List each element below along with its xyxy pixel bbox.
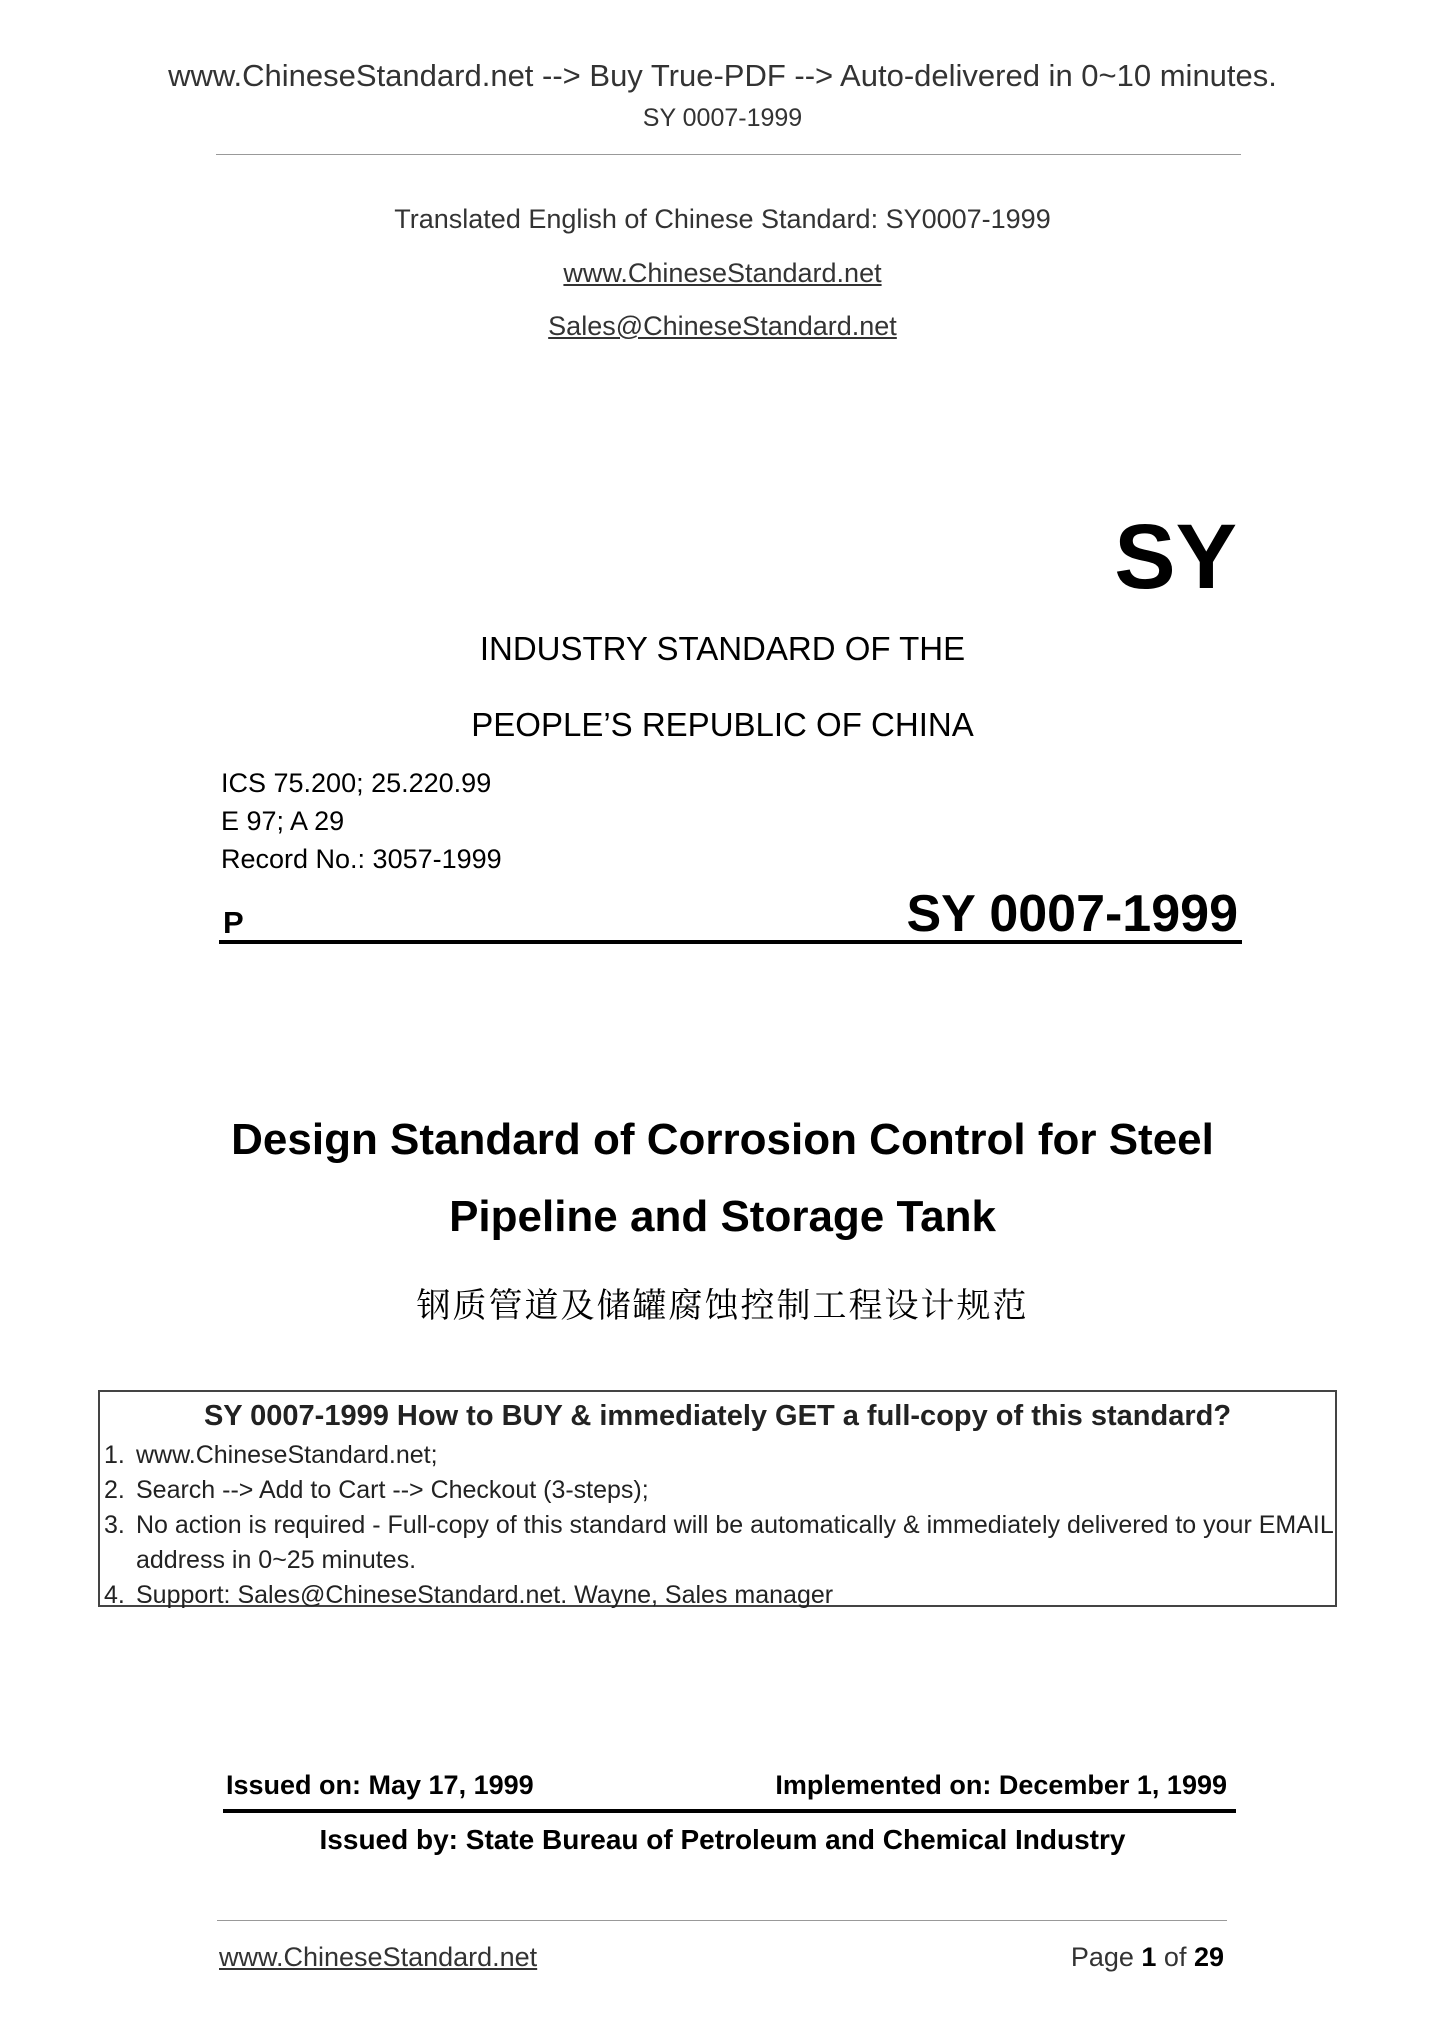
sales-email-link[interactable]: Sales@ChineseStandard.net	[548, 311, 897, 341]
p-letter: P	[223, 905, 244, 940]
sales-link-row	[0, 311, 1445, 342]
page-prefix: Page	[1070, 1942, 1142, 1972]
page-mid: of	[1156, 1942, 1194, 1972]
list-item	[100, 1578, 1335, 1613]
page-total: 29	[1193, 1942, 1224, 1972]
list-item-number: 2.	[104, 1476, 125, 1504]
record-number: Record No.: 3057-1999	[221, 844, 502, 874]
footer-divider	[217, 1920, 1227, 1921]
buy-box-title: SY 0007-1999 How to BUY & immediately GET a full-copy of this standard?	[203, 1400, 1232, 1432]
list-item-number: 1.	[104, 1441, 125, 1469]
industry-line-2: PEOPLE’S REPUBLIC OF CHINA	[471, 706, 974, 743]
standard-number: SY 0007-1999	[906, 885, 1238, 943]
issue-divider	[223, 1809, 1236, 1813]
document-title-line-1: Design Standard of Corrosion Control for Steel	[231, 1115, 1214, 1164]
standard-code-large: SY	[1114, 506, 1237, 608]
list-item-text: Support: Sales@ChineseStandard.net. Wayne, Sales manager	[136, 1581, 834, 1609]
header-tagline: www.ChineseStandard.net --> Buy True-PDF --> Auto-delivered in 0~10 minutes.	[168, 58, 1277, 93]
issued-on-date: Issued on: May 17, 1999	[226, 1770, 534, 1800]
buy-steps-list	[100, 1438, 1335, 1613]
list-item	[100, 1438, 1335, 1473]
document-title-chinese: 钢质管道及储罐腐蚀控制工程设计规范	[416, 1286, 1029, 1326]
page-current: 1	[1141, 1942, 1157, 1972]
implemented-on-date: Implemented on: December 1, 1999	[775, 1770, 1227, 1800]
list-item-number: 3.	[104, 1511, 125, 1539]
list-item-number: 4.	[104, 1581, 125, 1609]
list-item-text: www.ChineseStandard.net;	[136, 1441, 438, 1469]
buy-instructions-box	[98, 1390, 1337, 1607]
list-item-text: No action is required - Full-copy of this standard will be automatically & immediately delivered to your EMAIL address in 0~25 minutes.	[136, 1511, 1333, 1574]
page-number	[1071, 1942, 1224, 1973]
footer-link-row	[219, 1942, 537, 1973]
issued-by: Issued by: State Bureau of Petroleum and Chemical Industry	[319, 1824, 1126, 1855]
header-standard-number: SY 0007-1999	[642, 104, 803, 132]
industry-line-1: INDUSTRY STANDARD OF THE	[479, 630, 966, 667]
site-link[interactable]: www.ChineseStandard.net	[563, 258, 882, 288]
standard-number-divider	[219, 940, 1242, 944]
footer-site-link[interactable]: www.ChineseStandard.net	[219, 1942, 538, 1972]
classification-codes: E 97; A 29	[221, 806, 345, 836]
list-item-text: Search --> Add to Cart --> Checkout (3-steps);	[136, 1476, 649, 1504]
list-item	[100, 1473, 1335, 1508]
translated-note: Translated English of Chinese Standard: SY0007-1999	[394, 204, 1051, 234]
document-title-line-2: Pipeline and Storage Tank	[449, 1192, 996, 1241]
list-item	[100, 1508, 1335, 1578]
ics-code: ICS 75.200; 25.220.99	[221, 768, 492, 798]
header-divider	[216, 154, 1241, 155]
site-link-row	[0, 258, 1445, 289]
